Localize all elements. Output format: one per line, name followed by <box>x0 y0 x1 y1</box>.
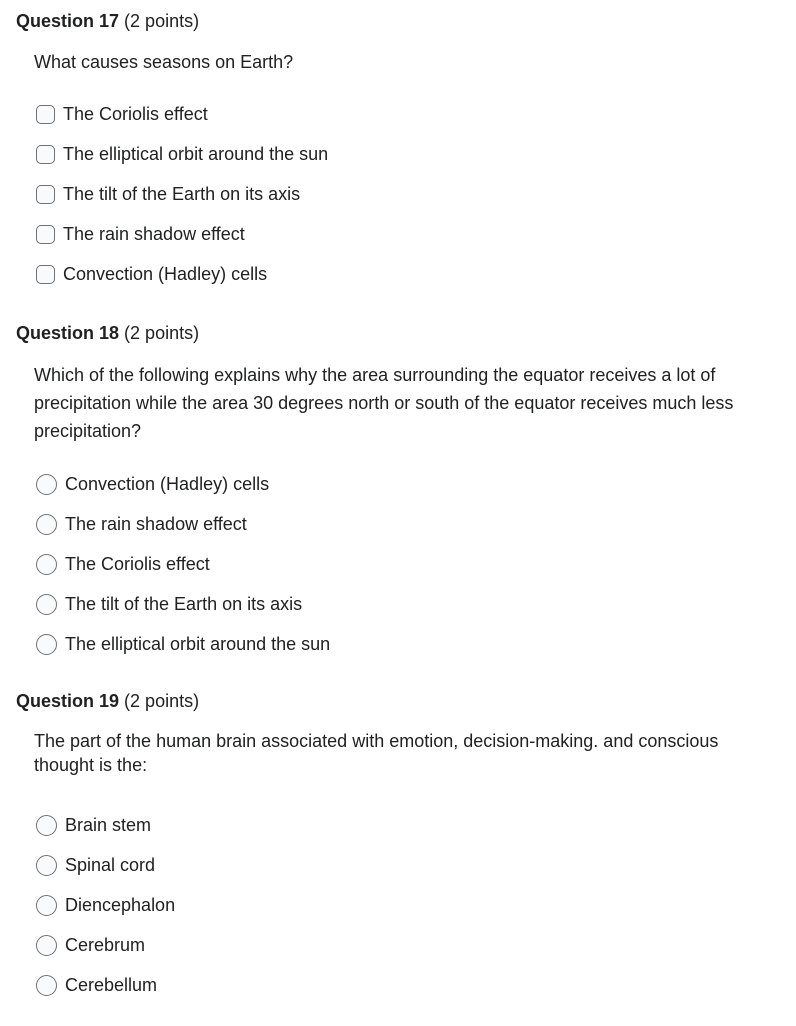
option-label: The rain shadow effect <box>65 513 247 534</box>
option-radio[interactable] <box>36 971 157 999</box>
radio-icon[interactable] <box>36 554 57 575</box>
option-checkbox[interactable] <box>36 260 267 288</box>
option-radio[interactable] <box>36 590 302 618</box>
option-label: Brain stem <box>65 814 152 835</box>
option-checkbox[interactable] <box>36 100 208 128</box>
checkbox-icon[interactable] <box>36 185 55 204</box>
option-radio[interactable] <box>36 811 151 839</box>
option-radio[interactable] <box>36 851 155 879</box>
radio-icon[interactable] <box>36 815 57 836</box>
radio-icon[interactable] <box>36 935 57 956</box>
question-number: Question 17 <box>16 11 120 31</box>
option-radio[interactable] <box>36 470 269 498</box>
question-text: Which of the following explains why the area surrounding the equator receives a lot of precipitation while the area 30 degrees north or south of the equator receives much less precipitation? <box>34 365 734 441</box>
option-checkbox[interactable] <box>36 140 328 168</box>
option-label: The Coriolis effect <box>63 103 208 124</box>
checkbox-icon[interactable] <box>36 265 55 284</box>
question-title <box>16 9 199 33</box>
radio-icon[interactable] <box>36 895 57 916</box>
option-label: Cerebellum <box>65 974 158 995</box>
question-number: Question 19 <box>16 691 120 711</box>
checkbox-icon[interactable] <box>36 145 55 164</box>
radio-icon[interactable] <box>36 594 57 615</box>
question-title <box>16 321 199 345</box>
option-label: Convection (Hadley) cells <box>63 263 268 284</box>
question-number: Question 18 <box>16 323 120 343</box>
option-radio[interactable] <box>36 891 175 919</box>
option-label: Convection (Hadley) cells <box>65 473 270 494</box>
option-label: The Coriolis effect <box>65 553 210 574</box>
radio-icon[interactable] <box>36 975 57 996</box>
question-title <box>16 689 199 713</box>
option-label: Cerebrum <box>65 934 146 955</box>
radio-icon[interactable] <box>36 474 57 495</box>
radio-icon[interactable] <box>36 514 57 535</box>
checkbox-icon[interactable] <box>36 105 55 124</box>
question-points: (2 points) <box>124 691 200 711</box>
option-label: The rain shadow effect <box>63 223 245 244</box>
question-text: The part of the human brain associated with emotion, decision-making. and conscious thought is the: <box>34 731 719 775</box>
radio-icon[interactable] <box>36 634 57 655</box>
option-label: Diencephalon <box>65 894 176 915</box>
option-label: The elliptical orbit around the sun <box>63 143 329 164</box>
option-label: The elliptical orbit around the sun <box>65 633 331 654</box>
option-label: Spinal cord <box>65 854 156 875</box>
option-checkbox[interactable] <box>36 180 300 208</box>
option-radio[interactable] <box>36 630 330 658</box>
question-points: (2 points) <box>124 323 200 343</box>
option-radio[interactable] <box>36 550 210 578</box>
option-checkbox[interactable] <box>36 220 245 248</box>
option-label: The tilt of the Earth on its axis <box>63 183 301 204</box>
option-radio[interactable] <box>36 931 145 959</box>
checkbox-icon[interactable] <box>36 225 55 244</box>
option-radio[interactable] <box>36 510 247 538</box>
radio-icon[interactable] <box>36 855 57 876</box>
question-text: What causes seasons on Earth? <box>34 52 294 72</box>
question-points: (2 points) <box>124 11 200 31</box>
option-label: The tilt of the Earth on its axis <box>65 593 303 614</box>
